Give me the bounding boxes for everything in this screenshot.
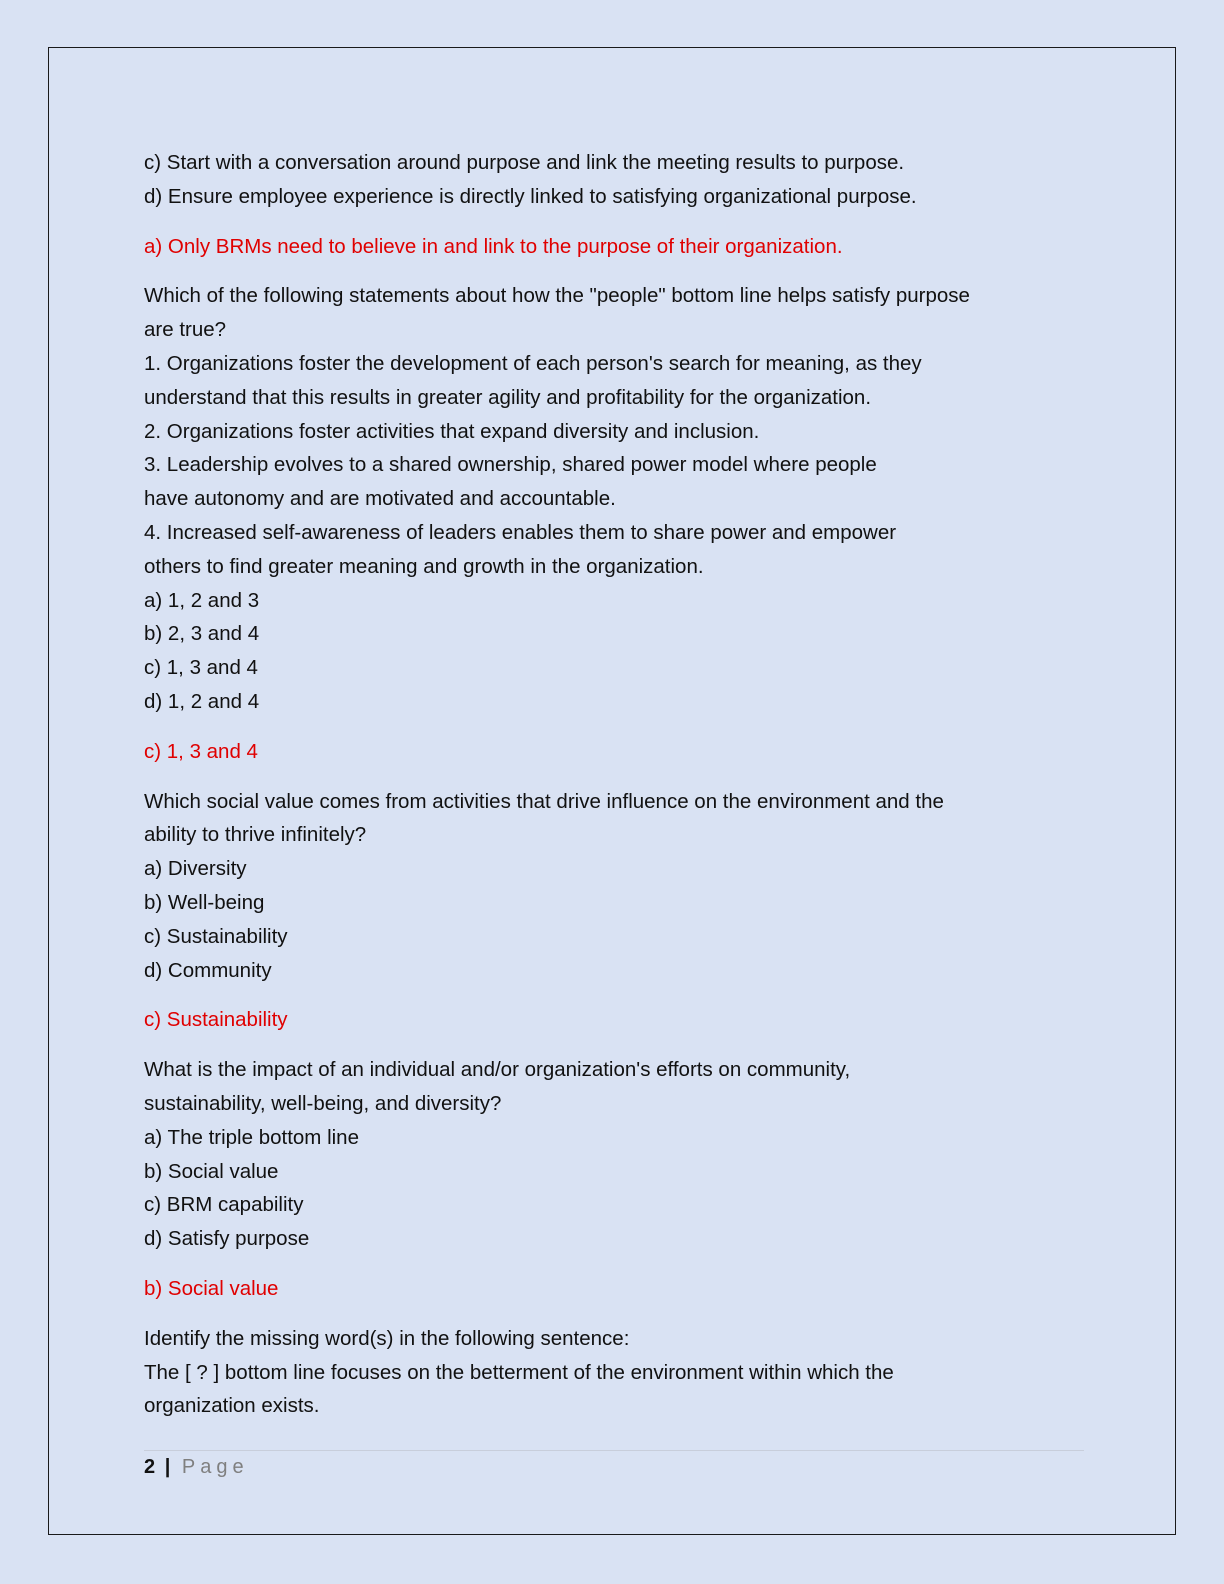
option-line: d) Community <box>144 958 272 982</box>
answer-line: a) Only BRMs need to believe in and link to the purpose of their organization. <box>144 234 843 258</box>
spacer <box>144 719 1084 735</box>
page-footer <box>144 1452 249 1482</box>
question-line: What is the impact of an individual and/or organization's efforts on community, <box>144 1058 851 1082</box>
statement-line: have autonomy and are motivated and accountable. <box>144 487 616 511</box>
statement-line: others to find greater meaning and growth in the organization. <box>144 554 704 578</box>
spacer <box>144 1256 1084 1272</box>
option-line: d) 1, 2 and 4 <box>144 689 260 713</box>
option-line: c) BRM capability <box>144 1193 304 1217</box>
option-line: a) 1, 2 and 3 <box>144 588 260 612</box>
question-line: Which of the following statements about how the "people" bottom line helps satisfy purpose <box>144 284 970 308</box>
page-number: 2 <box>144 1456 156 1478</box>
spacer <box>144 214 1084 230</box>
spacer <box>144 1037 1084 1053</box>
question-line: ability to thrive infinitely? <box>144 823 367 847</box>
spacer <box>144 1306 1084 1322</box>
option-line: a) Diversity <box>144 857 247 881</box>
document-body <box>144 146 1084 1423</box>
spacer <box>144 769 1084 785</box>
option-line: c) Sustainability <box>144 924 288 948</box>
statement-line: 2. Organizations foster activities that expand diversity and inclusion. <box>144 419 760 443</box>
option-line: b) 2, 3 and 4 <box>144 622 260 646</box>
footer-divider <box>144 1450 1084 1451</box>
option-line: b) Well-being <box>144 890 265 914</box>
statement-line: 1. Organizations foster the development of each person's search for meaning, as they <box>144 351 922 375</box>
question-line: organization exists. <box>144 1394 320 1418</box>
statement-line: understand that this results in greater agility and profitability for the organization. <box>144 385 872 409</box>
option-line: d) Ensure employee experience is directly linked to satisfying organizational purpose. <box>144 184 917 208</box>
footer-separator: | <box>164 1456 171 1478</box>
question-line: sustainability, well-being, and diversity? <box>144 1091 502 1115</box>
question-line: are true? <box>144 318 227 342</box>
option-line: d) Satisfy purpose <box>144 1227 310 1251</box>
question-line: Identify the missing word(s) in the following sentence: <box>144 1326 630 1350</box>
option-line: b) Social value <box>144 1159 279 1183</box>
answer-line: c) Sustainability <box>144 1008 288 1032</box>
spacer <box>144 263 1084 279</box>
statement-line: 3. Leadership evolves to a shared ownership, shared power model where people <box>144 453 877 477</box>
page-label: Page <box>181 1456 249 1478</box>
spacer <box>144 987 1084 1003</box>
question-line: The [ ? ] bottom line focuses on the betterment of the environment within which the <box>144 1360 894 1384</box>
answer-line: c) 1, 3 and 4 <box>144 739 258 763</box>
statement-line: 4. Increased self-awareness of leaders enables them to share power and empower <box>144 520 897 544</box>
option-line: a) The triple bottom line <box>144 1125 359 1149</box>
option-line: c) Start with a conversation around purpose and link the meeting results to purpose. <box>144 151 905 174</box>
question-line: Which social value comes from activities that drive influence on the environment and the <box>144 789 944 813</box>
answer-line: b) Social value <box>144 1276 279 1300</box>
option-line: c) 1, 3 and 4 <box>144 656 258 680</box>
